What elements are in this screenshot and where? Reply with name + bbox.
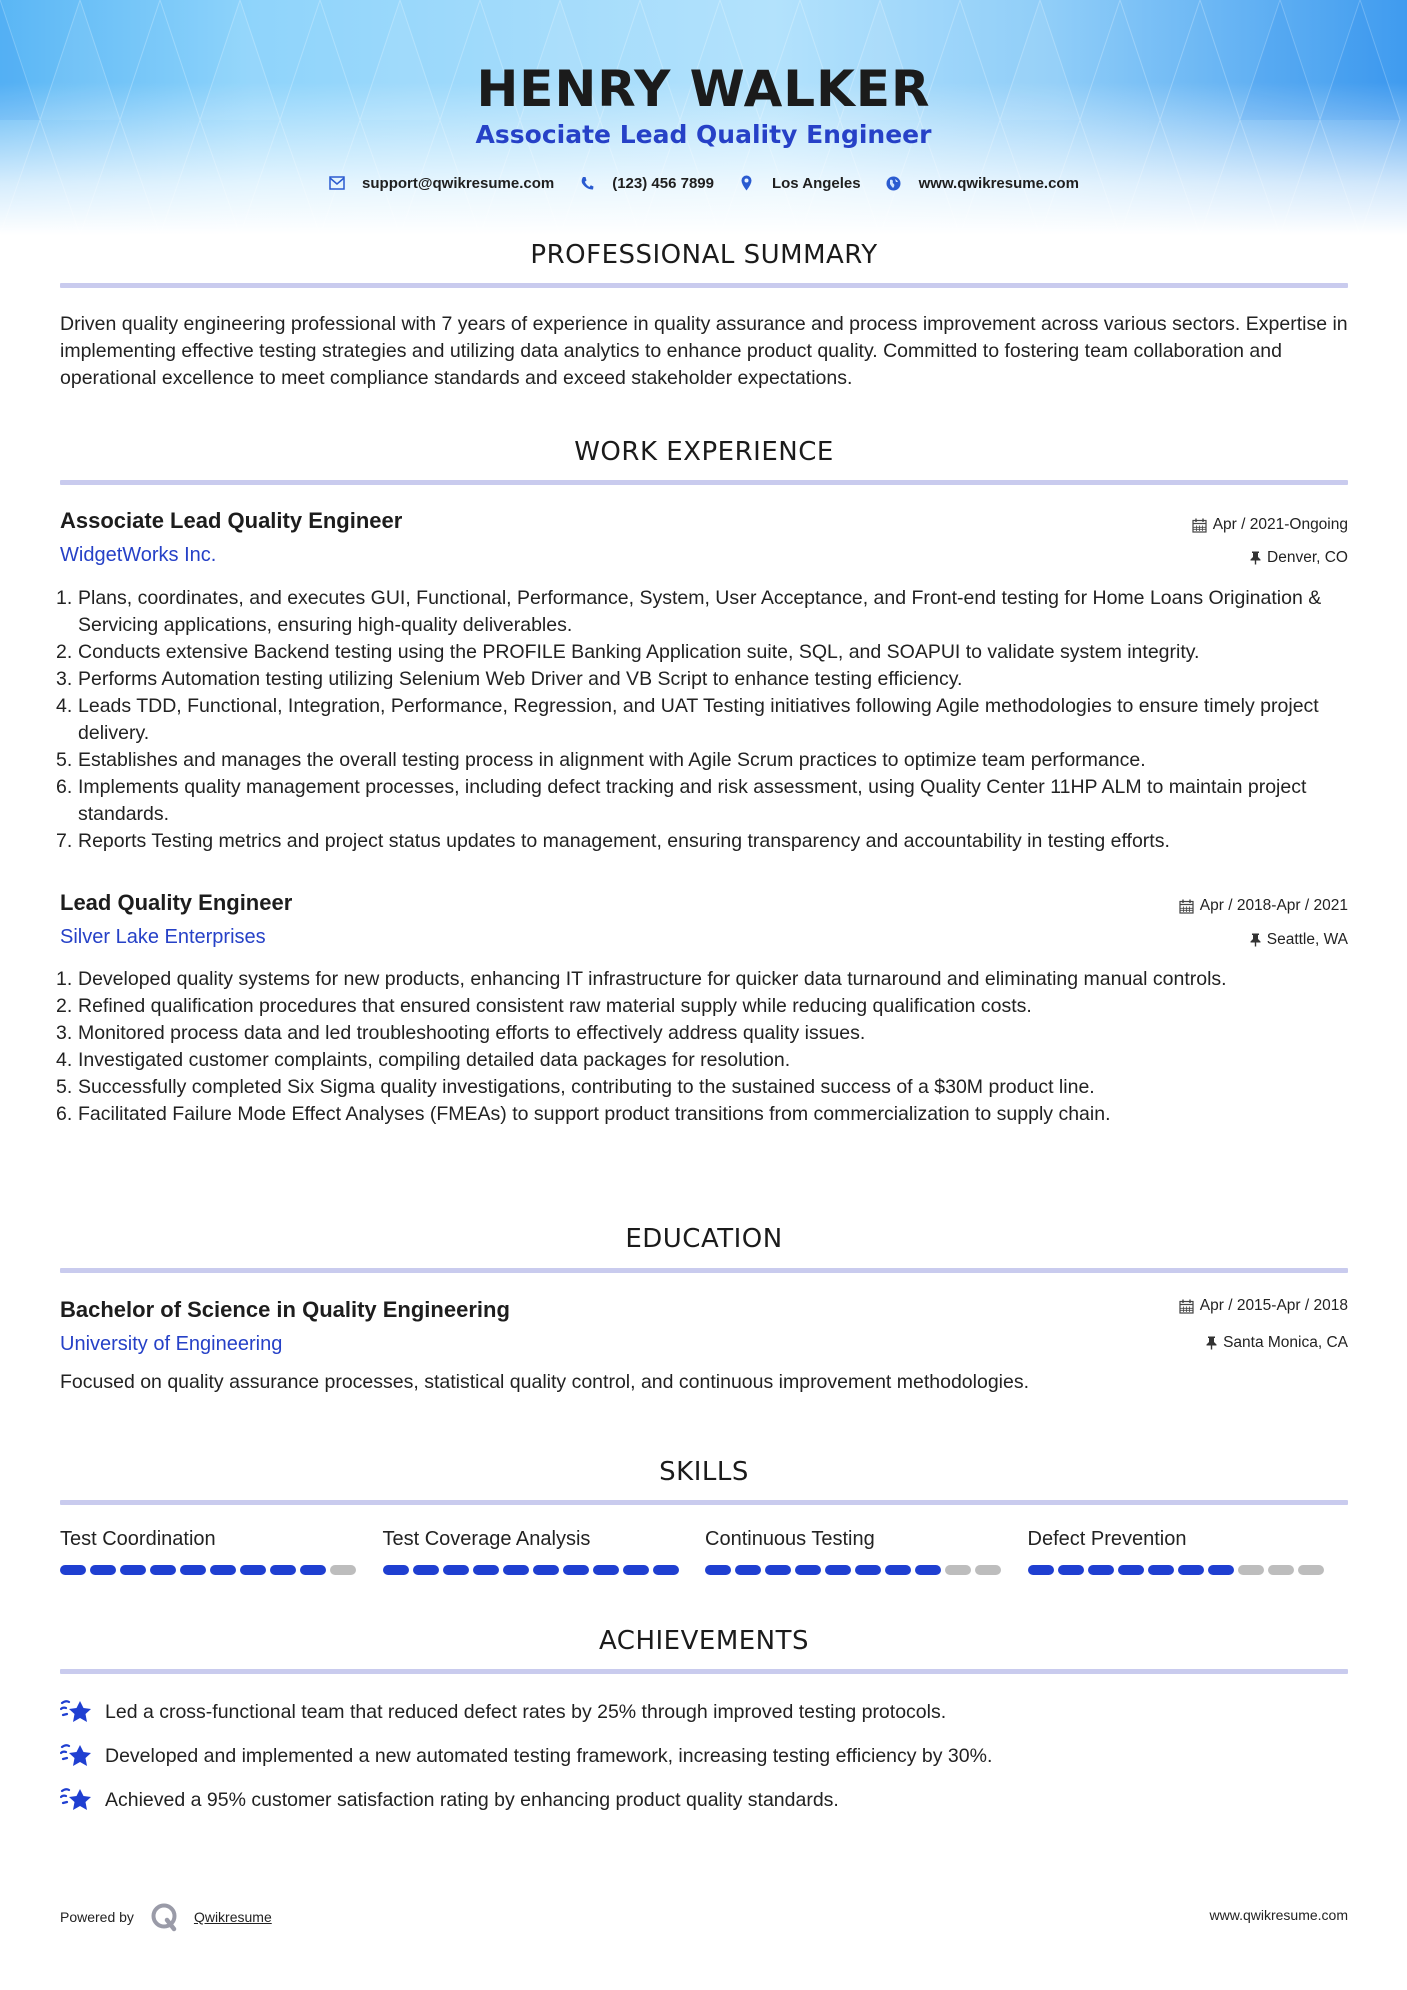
skill-segment-filled <box>1178 1565 1204 1575</box>
contact-bar <box>0 174 1407 192</box>
skill-segment-filled <box>795 1565 821 1575</box>
list-item: Monitored process data and led troubleshooting efforts to effectively address quality issues. <box>78 1022 866 1044</box>
achievement-text: Developed and implemented a new automated testing framework, increasing testing efficiency by 30%. <box>105 1744 993 1767</box>
experience-heading: WORK EXPERIENCE <box>574 437 834 467</box>
job-title: Lead Quality Engineer <box>60 890 293 915</box>
list-item: Successfully completed Six Sigma quality investigations, contributing to the sustained success of a $30M product line. <box>78 1076 1095 1098</box>
skill-segment-filled <box>825 1565 851 1575</box>
company-name: Silver Lake Enterprises <box>60 926 266 948</box>
contact-website-text: www.qwikresume.com <box>918 174 1079 192</box>
list-item: Leads TDD, Functional, Integration, Performance, Regression, and UAT Testing initiatives following Agile methodologies to ensure timely project delivery. <box>78 695 1319 744</box>
achievement-item <box>60 1697 946 1727</box>
candidate-name: HENRY WALKER <box>476 60 931 118</box>
skill-segment-filled <box>915 1565 941 1575</box>
skill-segment-filled <box>210 1565 236 1575</box>
summary-text: Driven quality engineering professional with 7 years of experience in quality assurance and process improvement across various sectors. Expertise in implementing effective testing strategies and utilizing data analytics to enhance product quality. Committed to fostering team collaboration and operational excellence to meet compliance standards and exceed stakeholder expectations. <box>60 313 1348 389</box>
star-icon <box>60 1741 94 1771</box>
skill-segment-empty <box>1268 1565 1294 1575</box>
achievements-heading: ACHIEVEMENTS <box>598 1626 810 1656</box>
skill-segment-filled <box>150 1565 176 1575</box>
resume-header <box>0 0 1407 235</box>
contact-phone-text: (123) 456 7899 <box>612 174 714 192</box>
achievement-item <box>60 1741 992 1771</box>
qwikresume-link[interactable]: Qwikresume <box>193 1909 272 1925</box>
list-item: Performs Automation testing utilizing Selenium Web Driver and VB Script to enhance testing efficiency. <box>78 668 963 690</box>
calendar-icon <box>1192 518 1207 533</box>
education-heading: EDUCATION <box>625 1224 783 1254</box>
skill-name: Continuous Testing <box>705 1528 875 1550</box>
skill-item <box>1028 1528 1351 1575</box>
skills-heading: SKILLS <box>659 1457 749 1487</box>
powered-by-label: Powered by <box>60 1909 134 1925</box>
skill-segment-filled <box>705 1565 731 1575</box>
education-location-text: Santa Monica, CA <box>1223 1334 1348 1351</box>
job-bullets <box>60 585 1350 855</box>
qwikresume-logo-icon <box>150 1902 180 1932</box>
job-dates <box>1179 897 1348 915</box>
globe-icon <box>885 174 903 192</box>
calendar-icon <box>1179 899 1194 914</box>
phone-icon <box>578 174 596 192</box>
pushpin-icon <box>1250 551 1261 565</box>
education-dates <box>1179 1297 1348 1315</box>
skill-segment-filled <box>1058 1565 1084 1575</box>
skill-segment-filled <box>1028 1565 1054 1575</box>
skill-segment-empty <box>1298 1565 1324 1575</box>
skill-name: Test Coverage Analysis <box>382 1528 591 1550</box>
list-item: Reports Testing metrics and project status updates to management, ensuring transparency and accountability in testing efforts. <box>78 830 1170 852</box>
skill-rating-bar <box>383 1565 706 1575</box>
skill-segment-filled <box>765 1565 791 1575</box>
skill-name: Defect Prevention <box>1027 1528 1187 1550</box>
skill-segment-filled <box>90 1565 116 1575</box>
skill-item <box>383 1528 706 1575</box>
star-icon <box>60 1697 94 1727</box>
skill-segment-filled <box>270 1565 296 1575</box>
job-location-text: Denver, CO <box>1267 549 1348 566</box>
candidate-role: Associate Lead Quality Engineer <box>475 120 932 149</box>
skill-segment-filled <box>300 1565 326 1575</box>
job-dates-text: Apr / 2021-Ongoing <box>1212 516 1348 533</box>
skill-segment-filled <box>735 1565 761 1575</box>
skill-segment-empty <box>1238 1565 1264 1575</box>
achievements-divider <box>60 1669 1348 1674</box>
skill-segment-filled <box>120 1565 146 1575</box>
envelope-icon <box>328 174 346 192</box>
skill-segment-filled <box>593 1565 619 1575</box>
calendar-icon <box>1179 1299 1194 1314</box>
contact-phone[interactable] <box>578 174 714 192</box>
list-item: Facilitated Failure Mode Effect Analyses (FMEAs) to support product transitions from commercialization to supply chain. <box>78 1103 1111 1125</box>
skill-segment-filled <box>240 1565 266 1575</box>
education-dates-text: Apr / 2015-Apr / 2018 <box>1199 1297 1348 1314</box>
company-name: WidgetWorks Inc. <box>60 544 217 566</box>
job-bullets <box>60 966 1350 1128</box>
education-divider <box>60 1268 1348 1273</box>
skill-segment-filled <box>623 1565 649 1575</box>
school-name: University of Engineering <box>60 1333 283 1355</box>
skill-segment-filled <box>180 1565 206 1575</box>
skill-segment-filled <box>60 1565 86 1575</box>
list-item: Implements quality management processes, including defect tracking and risk assessment, using Quality Center 11HP ALM to maintain project standards. <box>78 776 1307 825</box>
skill-rating-bar <box>60 1565 383 1575</box>
skill-segment-filled <box>1208 1565 1234 1575</box>
skill-item <box>705 1528 1028 1575</box>
degree-title: Bachelor of Science in Quality Engineering <box>60 1297 510 1322</box>
skill-segment-filled <box>855 1565 881 1575</box>
achievement-text: Achieved a 95% customer satisfaction rating by enhancing product quality standards. <box>105 1788 839 1811</box>
skill-segment-filled <box>1118 1565 1144 1575</box>
list-item: Establishes and manages the overall testing process in alignment with Agile Scrum practices to optimize team performance. <box>78 749 1146 771</box>
summary-divider <box>60 283 1348 288</box>
list-item: Investigated customer complaints, compiling detailed data packages for resolution. <box>78 1049 791 1071</box>
contact-email-text: support@qwikresume.com <box>362 174 555 192</box>
job-location <box>1250 931 1348 949</box>
skill-name: Test Coordination <box>60 1528 216 1550</box>
skill-segment-filled <box>473 1565 499 1575</box>
pushpin-icon <box>1206 1336 1217 1350</box>
skill-segment-filled <box>1088 1565 1114 1575</box>
education-location <box>1206 1334 1348 1352</box>
skill-item <box>60 1528 383 1575</box>
skills-grid <box>60 1528 1350 1575</box>
star-icon <box>60 1785 94 1815</box>
experience-divider <box>60 480 1348 485</box>
education-description: Focused on quality assurance processes, statistical quality control, and continuous improvement methodologies. <box>60 1371 1030 1393</box>
skills-divider <box>60 1500 1348 1505</box>
skill-segment-filled <box>885 1565 911 1575</box>
skill-rating-bar <box>1028 1565 1351 1575</box>
summary-heading: PROFESSIONAL SUMMARY <box>530 240 878 270</box>
skill-segment-empty <box>945 1565 971 1575</box>
list-item: Developed quality systems for new products, enhancing IT infrastructure for quicker data turnaround and eliminating manual controls. <box>78 968 1227 990</box>
job-title: Associate Lead Quality Engineer <box>60 508 403 533</box>
skill-segment-filled <box>503 1565 529 1575</box>
skill-segment-filled <box>383 1565 409 1575</box>
skill-segment-empty <box>975 1565 1001 1575</box>
skill-segment-filled <box>653 1565 679 1575</box>
footer-website[interactable]: www.qwikresume.com <box>1209 1907 1348 1923</box>
contact-email[interactable] <box>328 174 554 192</box>
skill-segment-filled <box>533 1565 559 1575</box>
map-pin-icon <box>738 174 756 192</box>
skill-segment-filled <box>413 1565 439 1575</box>
list-item: Plans, coordinates, and executes GUI, Functional, Performance, System, User Acceptance, and Front-end testing for Home Loans Origination & Servicing applications, ensuring high-quality deliverables. <box>78 587 1322 636</box>
skill-segment-empty <box>330 1565 356 1575</box>
achievement-item <box>60 1785 839 1815</box>
contact-website[interactable] <box>885 174 1079 192</box>
list-item: Conducts extensive Backend testing using the PROFILE Banking Application suite, SQL, and SOAPUI to validate system integrity. <box>78 641 1200 663</box>
job-dates-text: Apr / 2018-Apr / 2021 <box>1199 897 1348 914</box>
contact-location <box>738 174 861 192</box>
skill-segment-filled <box>443 1565 469 1575</box>
job-location <box>1250 549 1348 567</box>
pushpin-icon <box>1250 933 1261 947</box>
skill-rating-bar <box>705 1565 1028 1575</box>
skill-segment-filled <box>563 1565 589 1575</box>
job-location-text: Seattle, WA <box>1266 931 1348 948</box>
skill-segment-filled <box>1148 1565 1174 1575</box>
list-item: Refined qualification procedures that ensured consistent raw material supply while reducing qualification costs. <box>78 995 1032 1017</box>
job-dates <box>1192 516 1348 534</box>
contact-location-text: Los Angeles <box>771 174 861 192</box>
powered-by <box>60 1902 272 1932</box>
achievement-text: Led a cross-functional team that reduced defect rates by 25% through improved testing protocols. <box>105 1700 947 1723</box>
